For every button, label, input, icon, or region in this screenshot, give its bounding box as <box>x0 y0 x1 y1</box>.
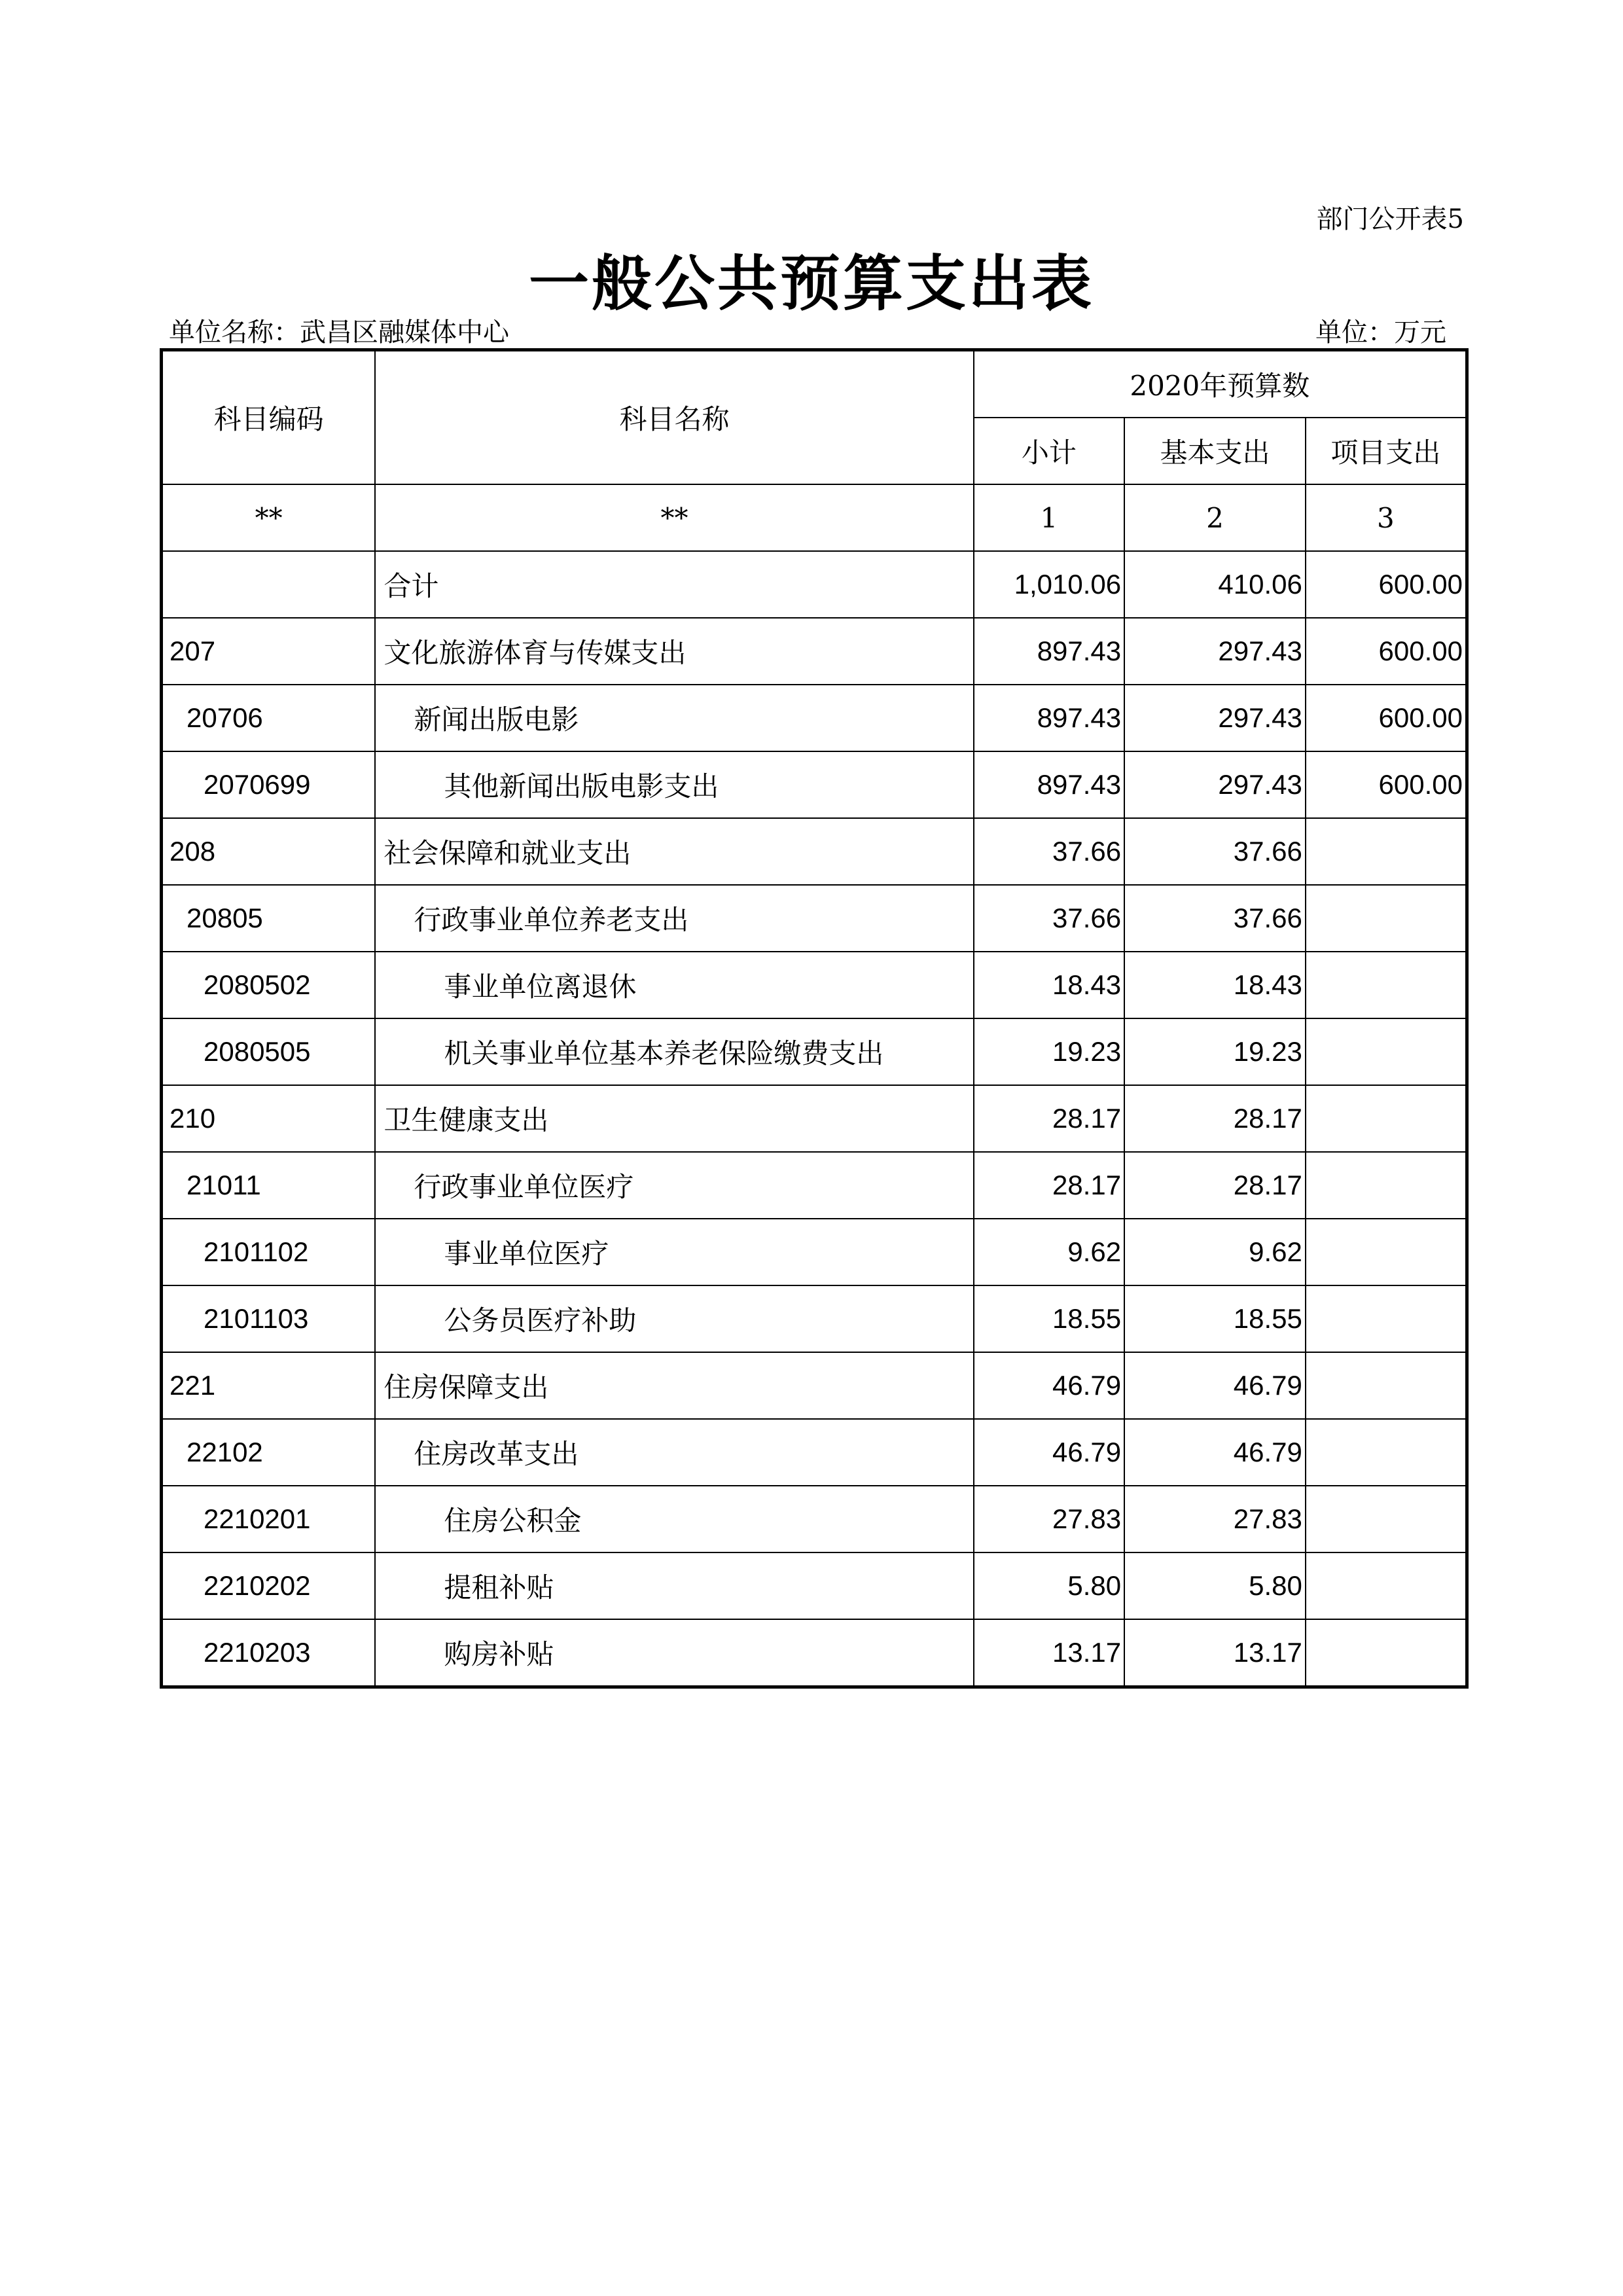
table-row <box>162 1552 1467 1619</box>
cell-code: 20805 <box>162 885 376 952</box>
cell-basic: 37.66 <box>1124 818 1306 885</box>
cell-subtotal: 13.17 <box>974 1619 1125 1687</box>
cell-name: 机关事业单位基本养老保险缴费支出 <box>375 1018 973 1085</box>
table-row <box>162 1486 1467 1552</box>
budget-table <box>160 348 1469 1689</box>
cell-project: 600.00 <box>1306 551 1467 618</box>
page-title: 一般公共预算支出表 <box>528 248 1094 319</box>
cell-name: 事业单位医疗 <box>375 1219 973 1285</box>
cell-subtotal: 46.79 <box>974 1419 1125 1486</box>
header-row <box>162 350 1467 418</box>
cell-project <box>1306 1619 1467 1687</box>
cell-basic: 18.55 <box>1124 1285 1306 1352</box>
table-row <box>162 1285 1467 1352</box>
cell-name: 提租补贴 <box>375 1552 973 1619</box>
table-row <box>162 751 1467 818</box>
cell-name: 住房改革支出 <box>375 1419 973 1486</box>
cell-basic: 297.43 <box>1124 685 1306 751</box>
cell-name: 文化旅游体育与传媒支出 <box>375 618 973 685</box>
index-code: ** <box>162 484 376 551</box>
cell-basic: 28.17 <box>1124 1085 1306 1152</box>
cell-project <box>1306 1552 1467 1619</box>
cell-subtotal: 37.66 <box>974 885 1125 952</box>
cell-subtotal: 28.17 <box>974 1085 1125 1152</box>
table-row <box>162 818 1467 885</box>
cell-code: 208 <box>162 818 376 885</box>
cell-name: 行政事业单位医疗 <box>375 1152 973 1219</box>
currency-unit-label: 单位：万元 <box>1315 317 1446 348</box>
index-2: 2 <box>1124 484 1306 551</box>
cell-project <box>1306 818 1467 885</box>
index-name: ** <box>375 484 973 551</box>
table-row <box>162 618 1467 685</box>
cell-basic: 27.83 <box>1124 1486 1306 1552</box>
cell-subtotal: 897.43 <box>974 751 1125 818</box>
cell-name: 住房保障支出 <box>375 1352 973 1419</box>
index-3: 3 <box>1306 484 1467 551</box>
table-row <box>162 1152 1467 1219</box>
col-header-budget-group: 2020年预算数 <box>974 350 1467 418</box>
cell-basic: 5.80 <box>1124 1552 1306 1619</box>
cell-subtotal: 1,010.06 <box>974 551 1125 618</box>
cell-name: 行政事业单位养老支出 <box>375 885 973 952</box>
table-row <box>162 685 1467 751</box>
cell-basic: 9.62 <box>1124 1219 1306 1285</box>
cell-basic: 410.06 <box>1124 551 1306 618</box>
table-row <box>162 952 1467 1018</box>
cell-project <box>1306 1486 1467 1552</box>
cell-basic: 46.79 <box>1124 1352 1306 1419</box>
cell-basic: 37.66 <box>1124 885 1306 952</box>
cell-code: 2101103 <box>162 1285 376 1352</box>
cell-subtotal: 27.83 <box>974 1486 1125 1552</box>
cell-project <box>1306 885 1467 952</box>
cell-code: 21011 <box>162 1152 376 1219</box>
cell-code: 221 <box>162 1352 376 1419</box>
cell-project <box>1306 1219 1467 1285</box>
table-row <box>162 1619 1467 1687</box>
cell-project <box>1306 1285 1467 1352</box>
table-row <box>162 551 1467 618</box>
cell-subtotal: 18.55 <box>974 1285 1125 1352</box>
cell-name: 卫生健康支出 <box>375 1085 973 1152</box>
cell-name: 购房补贴 <box>375 1619 973 1687</box>
table-row <box>162 1018 1467 1085</box>
cell-name: 其他新闻出版电影支出 <box>375 751 973 818</box>
cell-code: 2080505 <box>162 1018 376 1085</box>
cell-code: 22102 <box>162 1419 376 1486</box>
cell-code: 20706 <box>162 685 376 751</box>
col-header-code: 科目编码 <box>162 350 376 485</box>
cell-subtotal: 9.62 <box>974 1219 1125 1285</box>
table-row <box>162 1352 1467 1419</box>
cell-code: 2070699 <box>162 751 376 818</box>
cell-basic: 297.43 <box>1124 618 1306 685</box>
cell-basic: 18.43 <box>1124 952 1306 1018</box>
col-header-basic: 基本支出 <box>1124 418 1306 484</box>
cell-project <box>1306 1352 1467 1419</box>
cell-name: 新闻出版电影 <box>375 685 973 751</box>
cell-project <box>1306 1085 1467 1152</box>
cell-code: 2101102 <box>162 1219 376 1285</box>
cell-code: 2210201 <box>162 1486 376 1552</box>
cell-code: 2080502 <box>162 952 376 1018</box>
cell-name: 合计 <box>375 551 973 618</box>
cell-project <box>1306 1152 1467 1219</box>
cell-project: 600.00 <box>1306 685 1467 751</box>
unit-name-label: 单位名称：武昌区融媒体中心 <box>169 317 509 348</box>
cell-code: 2210202 <box>162 1552 376 1619</box>
cell-subtotal: 897.43 <box>974 685 1125 751</box>
cell-basic: 28.17 <box>1124 1152 1306 1219</box>
index-row <box>162 484 1467 551</box>
cell-basic: 13.17 <box>1124 1619 1306 1687</box>
cell-project <box>1306 1419 1467 1486</box>
col-header-subtotal: 小计 <box>974 418 1125 484</box>
table-row <box>162 1219 1467 1285</box>
cell-subtotal: 28.17 <box>974 1152 1125 1219</box>
cell-project: 600.00 <box>1306 618 1467 685</box>
cell-subtotal: 5.80 <box>974 1552 1125 1619</box>
cell-subtotal: 37.66 <box>974 818 1125 885</box>
cell-name: 公务员医疗补助 <box>375 1285 973 1352</box>
cell-basic: 46.79 <box>1124 1419 1306 1486</box>
table-row <box>162 1085 1467 1152</box>
cell-subtotal: 19.23 <box>974 1018 1125 1085</box>
cell-name: 住房公积金 <box>375 1486 973 1552</box>
cell-subtotal: 46.79 <box>974 1352 1125 1419</box>
index-1: 1 <box>974 484 1125 551</box>
cell-name: 事业单位离退休 <box>375 952 973 1018</box>
cell-code: 2210203 <box>162 1619 376 1687</box>
cell-subtotal: 897.43 <box>974 618 1125 685</box>
form-number: 部门公开表5 <box>1316 204 1464 234</box>
cell-basic: 19.23 <box>1124 1018 1306 1085</box>
col-header-project: 项目支出 <box>1306 418 1467 484</box>
col-header-name: 科目名称 <box>375 350 973 485</box>
cell-project <box>1306 952 1467 1018</box>
cell-code <box>162 551 376 618</box>
cell-subtotal: 18.43 <box>974 952 1125 1018</box>
table-row <box>162 1419 1467 1486</box>
cell-basic: 297.43 <box>1124 751 1306 818</box>
cell-project <box>1306 1018 1467 1085</box>
cell-code: 207 <box>162 618 376 685</box>
cell-project: 600.00 <box>1306 751 1467 818</box>
table-row <box>162 885 1467 952</box>
cell-code: 210 <box>162 1085 376 1152</box>
cell-name: 社会保障和就业支出 <box>375 818 973 885</box>
